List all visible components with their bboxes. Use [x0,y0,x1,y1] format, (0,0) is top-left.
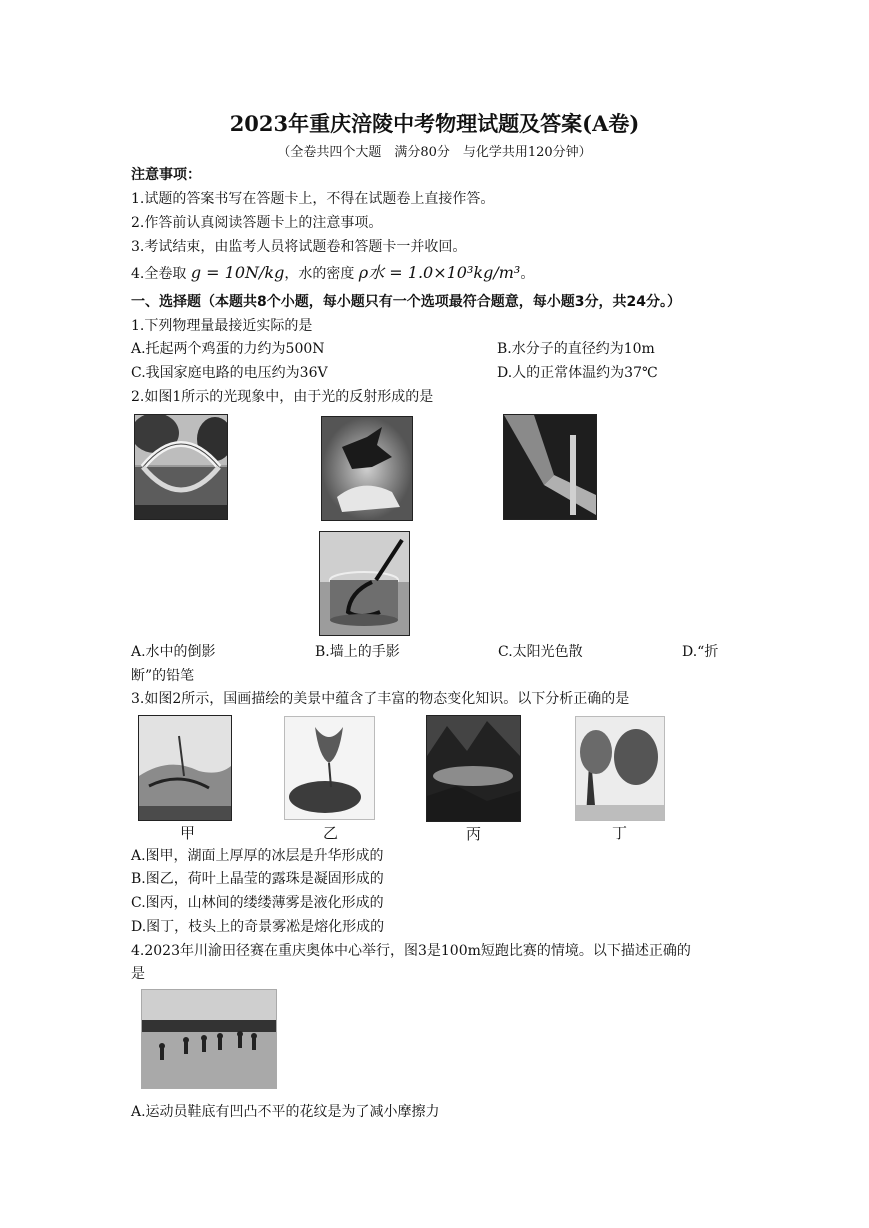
notice-item-4-prefix: 4.全卷取 [131,266,187,282]
q2-option-d: D.“折 [682,644,719,660]
painting-jia-icy-lake [138,715,232,821]
sprint-race-photo [141,989,277,1089]
painting-ding-rime-trees [575,716,665,821]
notice-item-1: 1.试题的答案书写在答题卡上，不得在试题卷上直接作答。 [131,191,495,207]
q4-stem-cont: 是 [131,966,145,982]
notice-item-3: 3.考试结束，由监考人员将试题卷和答题卡一并收回。 [131,239,467,255]
caption-bing: 丙 [466,825,482,843]
q1-option-c: C.我国家庭电路的电压约为36V [131,365,328,381]
notice-item-4-end: 。 [520,266,535,282]
bent-pencil-photo [319,531,410,636]
q2-option-b: B.墙上的手影 [315,644,400,660]
q2-option-c: C.太阳光色散 [498,644,583,660]
notice-item-4-mid: ，水的密度 [284,266,355,282]
notice-heading: 注意事项： [131,167,201,183]
q4-option-a: A.运动员鞋底有凹凸不平的花纹是为了减小摩擦力 [131,1104,440,1120]
q1-option-d: D.人的正常体温约为37℃ [497,365,658,381]
q1-option-a: A.托起两个鸡蛋的力约为500N [131,341,325,357]
q1-stem: 1.下列物理量最接近实际的是 [131,318,313,334]
caption-yi: 乙 [323,824,339,842]
q3-option-a: A.图甲，湖面上厚厚的冰层是升华形成的 [131,848,384,864]
section-1-heading: 一、选择题（本题共8个小题，每小题只有一个选项最符合题意，每小题3分，共24分。） [131,294,681,310]
painting-bing-misty-mountains [426,715,521,822]
notice-item-4 [131,263,534,284]
caption-jia: 甲 [180,824,196,842]
painting-yi-lotus [284,716,375,820]
q3-option-d: D.图丁，枝头上的奇景雾凇是熔化形成的 [131,919,385,935]
page-subtitle: （全卷共四个大题 满分80分 与化学共用120分钟） [277,145,592,160]
q1-option-b: B.水分子的直径约为10m [497,341,655,357]
caption-ding: 丁 [612,824,628,842]
q2-option-d-cont: 断”的铅笔 [131,668,195,684]
bridge-reflection-photo [134,414,228,520]
q3-option-c: C.图丙，山林间的缕缕薄雾是液化形成的 [131,895,384,911]
light-dispersion-photo [503,414,597,520]
hand-shadow-photo [321,416,413,521]
q4-stem: 4.2023年川渝田径赛在重庆奥体中心举行，图3是100m短跑比赛的情境。以下描述正确的 [131,943,691,959]
gravity-formula: g = 10N/kg [190,263,285,282]
q3-stem: 3.如图2所示，国画描绘的美景中蕴含了丰富的物态变化知识。以下分析正确的是 [131,691,630,707]
q2-option-a: A.水中的倒影 [131,644,216,660]
q2-stem: 2.如图1所示的光现象中，由于光的反射形成的是 [131,389,434,405]
notice-item-2: 2.作答前认真阅读答题卡上的注意事项。 [131,215,383,231]
density-formula: ρ水 = 1.0×10³kg/m³ [358,263,521,282]
q3-option-b: B.图乙，荷叶上晶莹的露珠是凝固形成的 [131,871,384,887]
page-title: 2023年重庆涪陵中考物理试题及答案(A卷) [229,111,640,136]
